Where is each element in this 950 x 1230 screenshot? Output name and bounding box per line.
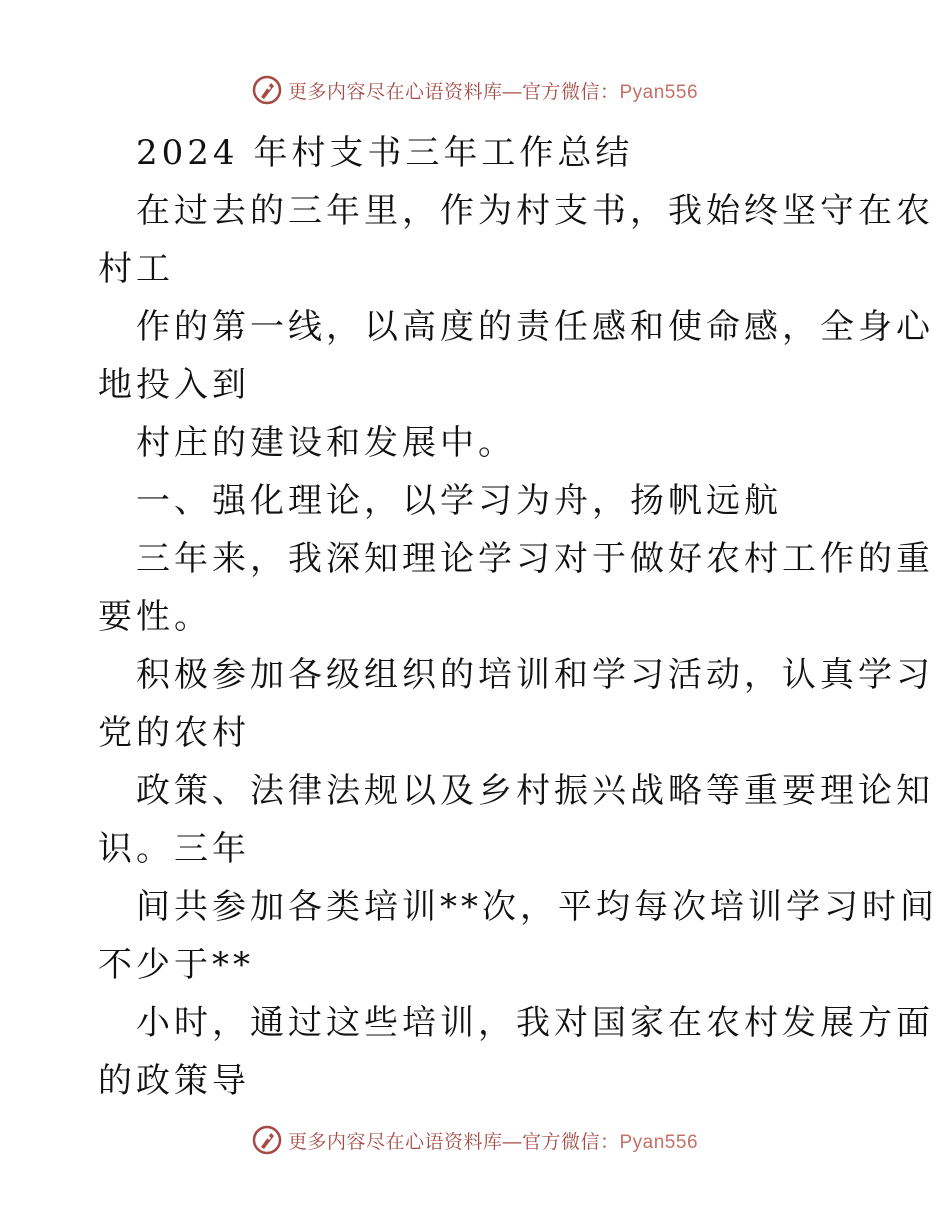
footer-banner-main: 更多内容尽在心语资料库 <box>287 1131 503 1153</box>
document-line: 在过去的三年里，作为村支书，我始终坚守在农 <box>136 191 934 231</box>
pen-nib-logo-icon <box>252 1125 282 1155</box>
header-banner-main: 更多内容尽在心语资料库 <box>287 81 503 103</box>
document-line: 要性。 <box>98 597 212 637</box>
document-line: 作的第一线，以高度的责任感和使命感，全身心 <box>136 307 934 347</box>
header-banner-wechat-id: Pyan556 <box>619 81 699 103</box>
document-line: 党的农村 <box>98 713 250 753</box>
footer-banner-wechat-label: 官方微信： <box>521 1131 620 1153</box>
document-body <box>98 124 938 1110</box>
header-banner-text <box>288 77 698 104</box>
document-line: 三年来，我深知理论学习对于做好农村工作的重 <box>136 539 934 579</box>
document-line: 地投入到 <box>98 365 250 405</box>
document-line: 识。三年 <box>98 829 250 869</box>
document-line: 间共参加各类培训**次，平均每次培训学习时间 <box>136 887 938 927</box>
document-line: 小时，通过这些培训，我对国家在农村发展方面 <box>136 1003 934 1043</box>
document-lines <box>98 182 938 1110</box>
document-line: 政策、法律法规以及乡村振兴战略等重要理论知 <box>136 771 934 811</box>
document-line: 积极参加各级组织的培训和学习活动，认真学习 <box>136 655 934 695</box>
footer-banner-text <box>288 1127 698 1154</box>
footer-banner-dash: — <box>502 1131 522 1153</box>
footer-watermark-banner <box>0 1120 950 1160</box>
pen-nib-logo-icon <box>252 75 282 105</box>
document-line: 的政策导 <box>98 1061 250 1101</box>
header-banner-wechat-label: 官方微信： <box>521 81 620 103</box>
header-banner-dash: — <box>502 81 522 103</box>
document-line: 不少于** <box>98 945 254 985</box>
footer-banner-wechat-id: Pyan556 <box>619 1131 699 1153</box>
document-line: 一、强化理论，以学习为舟，扬帆远航 <box>136 481 782 521</box>
document-title: 2024 年村支书三年工作总结 <box>136 133 634 173</box>
document-line: 村庄的建设和发展中。 <box>136 423 516 463</box>
document-line: 村工 <box>98 249 174 289</box>
header-watermark-banner <box>0 70 950 110</box>
